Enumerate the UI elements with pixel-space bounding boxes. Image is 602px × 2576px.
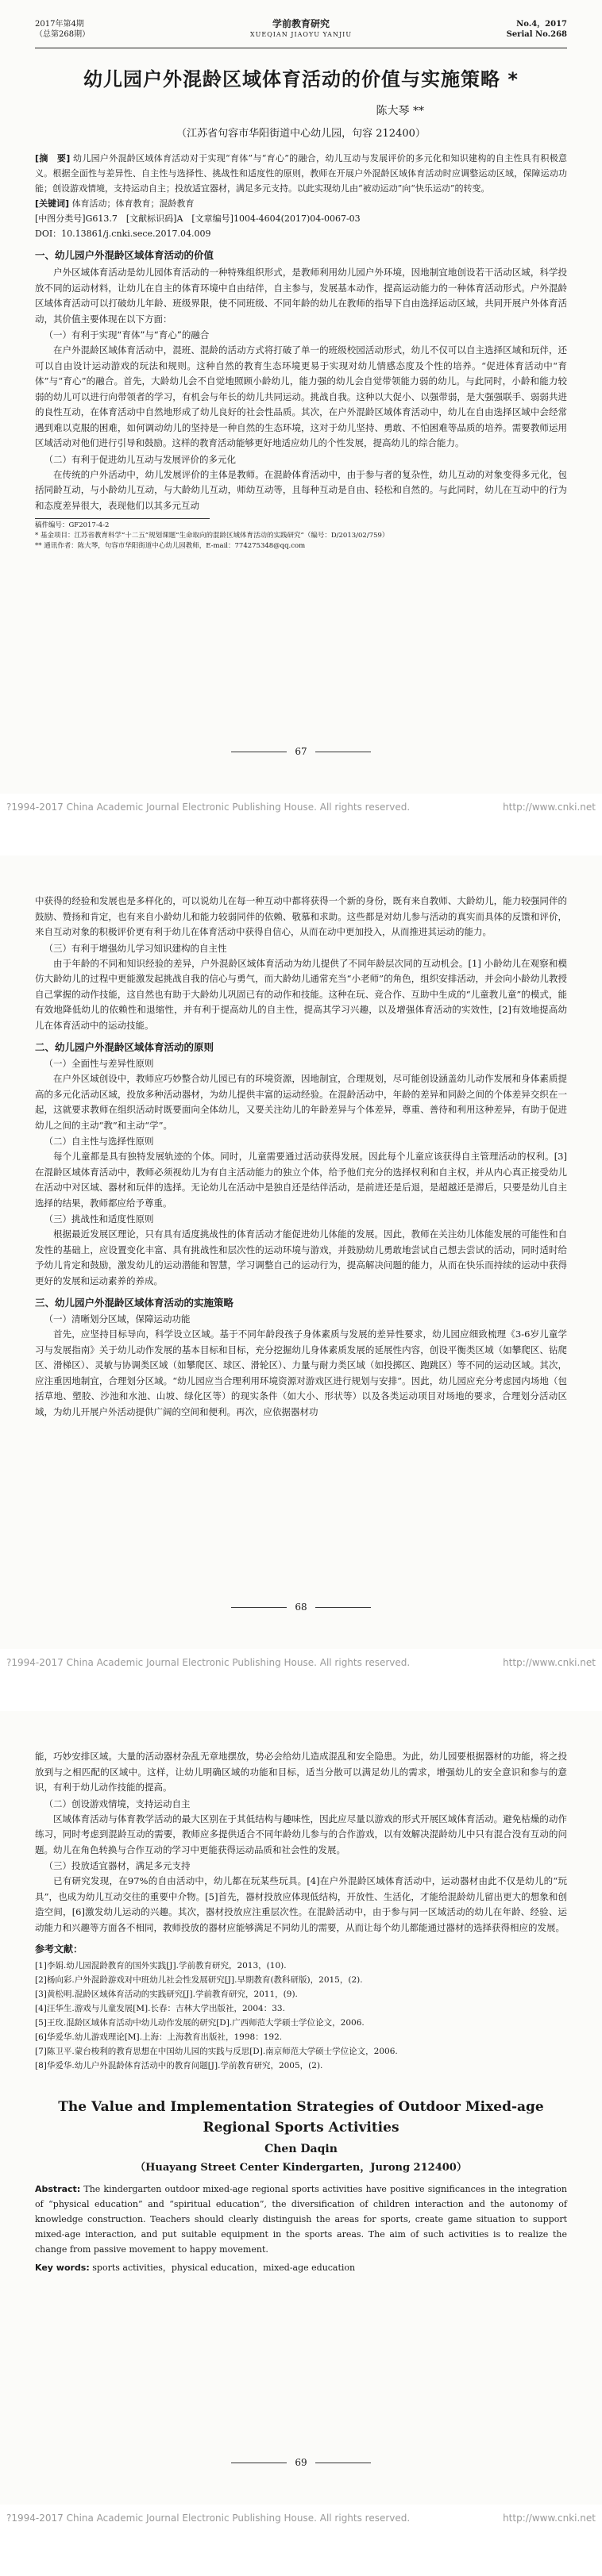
running-header [35, 19, 567, 48]
section-heading: 三、幼儿园户外混龄区域体育活动的实施策略 [35, 1297, 234, 1309]
english-author: Chen Daqin [264, 2143, 338, 2155]
page-number [35, 746, 567, 757]
paragraph: 根据最近发展区理论，只有具有适度挑战性的体育活动才能促进幼儿体能的发展。因此，教师在关注幼儿体能发展的可能性和自发性的基础上，应设置变化丰富、具有挑战性和层次性的运动环境与游戏，并鼓励幼儿勇敢地尝试自己想去尝试的活动，同时适时给予幼儿肯定和鼓励，激发幼儿的运动潜能和智慧，学习调整自己的运动行为，提高解决问题的能力，从而在快乐而持续的运动中获得更好的发展和运动素养的养成。 [35, 1228, 567, 1286]
paragraph: 在户外区域创设中，教师应巧妙整合幼儿园已有的环境资源，因地制宜，合理规划，尽可能创设涵盖幼儿动作发展和身体素质提高的多元化活动区域，投放多种活动器材，为幼儿提供丰富的运动经验。在混龄活动中，年龄的差异和同龄之间的个体差异交织在一起，这就要求教师在组织活动时既要面向全体幼儿，又要关注幼儿的年龄差异与个体差异，尊重、善待和利用这种差异，有助于促进幼儿之间的主动“教”和主动“学”。 [35, 1073, 567, 1131]
paragraph: 已有研究发现，在97%的自由活动中，幼儿都在玩某些玩具。[4]在户外混龄区域体育活动中，运动器材由此不仅是幼儿的“玩具”，也成为幼儿互动交往的重要中介物。[5]首先，器材投放应体现低结构，开放性、生活化，才能给混龄幼儿留出更大的想象和创造空间，[6]激发幼儿运动的兴趣。其次，器材投放应注重层次性。在混龄活动中，由于参与同一区域活动的幼儿在年龄、经验、运动能力和兴趣等方面各不相同，教师投放的器材应能够满足不同幼儿的需要，从而让每个幼儿都能通过器材的选择获得相应的发展。 [35, 1875, 567, 1933]
copyright-text: ?1994-2017 China Academic Journal Electronic Publishing House. All rights reserved. [6, 2513, 411, 2524]
reference-item: [7]陈卫平.蒙台梭利的教育思想在中国幼儿园的实践与反思[D].南京师范大学硕士学位论文，2006. [35, 2047, 398, 2056]
subsection-heading: （三）有利于增强幼儿学习知识建构的自主性 [44, 942, 227, 954]
keywords-label: [关键词] [35, 198, 70, 209]
author: 陈大琴 ** [376, 105, 424, 117]
cnki-link[interactable]: http://www.cnki.net [503, 2513, 596, 2524]
issue-right [507, 19, 567, 40]
page-number [35, 2457, 567, 2468]
english-keywords-label: Key words: [35, 2263, 90, 2273]
copyright-line [6, 2513, 596, 2524]
english-title: The Value and Implementation Strategies of Outdoor Mixed-age Regional Sports Activities [58, 2099, 544, 2136]
affiliation: （江苏省句容市华阳街道中心幼儿园，句容 212400） [176, 128, 426, 140]
abstract-label: [摘 要] [35, 153, 71, 163]
page-69 [0, 1711, 602, 2505]
cnki-link[interactable]: http://www.cnki.net [503, 802, 596, 813]
page-gap [0, 1649, 602, 1711]
issue-right-line1: No.4，2017 [516, 20, 567, 29]
article-title: 幼儿园户外混龄区域体育活动的价值与实施策略 * [83, 68, 519, 90]
page-67 [0, 0, 602, 794]
paragraph: 在传统的户外活动中，幼儿发展评价的主体是教师。在混龄体育活动中，由于参与者的复杂性，幼儿互动的对象变得多元化，包括同龄互动，与小龄幼儿互动，与大龄幼儿互动，师幼互动等，且每种互动是自由、轻松和自然的。与此同时，幼儿在互动中的行为和态度差异很大，表现他们以其多元互动 [35, 468, 567, 511]
reference-item: [4]汪华生.游戏与儿童发展[M].长春：吉林大学出版社，2004：33. [35, 2004, 285, 2013]
subsection-heading: （一）清晰划分区域，保障运动功能 [44, 1313, 191, 1325]
english-affiliation: （Huayang Street Center Kindergarten，Jurong 212400） [135, 2162, 467, 2174]
reference-item: [3]黄松明.混龄区域体育活动的实践研究[J].学前教育研究，2011，(9). [35, 1990, 298, 1999]
page-gap [0, 794, 602, 855]
page-gap [0, 2505, 602, 2576]
paragraph: 中获得的经验和发展也是多样化的，可以说幼儿在每一种互动中都将获得一个新的身份，既有来自教师、大龄幼儿，能力较强同伴的鼓励、赞扬和肯定，也有来自小龄幼儿和能力较弱同伴的依赖、敬慕和求助。这些都是对幼儿参与活动的真实而具体的反馈和评价，来自互动对象的积极评价更有利于幼儿在体育活动中获得自信心，从而在动中更加投入，从而推进其运动的能力。 [35, 895, 567, 937]
paragraph: 能，巧妙安排区域。大量的活动器材杂乱无章地摆放，势必会给幼儿造成混乱和安全隐患。为此，幼儿园要根据器材的功能，将之投放到与之相匹配的区域中。这样，让幼儿明确区域的功能和目标，适当分散可以满足幼儿的需求，增强幼儿的安全意识和参与的意识，有利于幼儿动作技能的提高。 [35, 1751, 567, 1793]
references-heading: 参考文献： [35, 1944, 83, 1955]
section-heading: 一、幼儿园户外混龄区域体育活动的价值 [35, 249, 214, 261]
footnote: 稿件编号：GF2017-4-2 [35, 521, 110, 529]
paragraph: 户外区域体育活动是幼儿园体育活动的一种特殊组织形式，是教师利用幼儿园户外环境，因地制宜地创设若干活动区域，科学投放不同的运动材料，让幼儿在自主的体育环境中自由结伴，自主参与，发展基本动作，提高运动能力的一种体育活动形式。户外混龄区域体育活动可以打破幼儿年龄、班级界限，使不同班级、不同年龄的幼儿在教师的指导下自由选择运动区域，共同开展户外体育活动，其价值主要体现在以下方面： [35, 267, 567, 325]
subsection-heading: （二）有利于促进幼儿互动与发展评价的多元化 [44, 453, 236, 465]
copyright-text: ?1994-2017 China Academic Journal Electronic Publishing House. All rights reserved. [6, 802, 411, 813]
english-keywords-text: sports activities，physical education，mixed-age education [92, 2263, 356, 2273]
subsection-heading: （一）有利于实现“育体”与“育心”的融合 [44, 329, 210, 340]
subsection-heading: （二）创设游戏情境，支持运动自主 [44, 1797, 191, 1809]
page-number-text: 68 [295, 1601, 307, 1613]
footnote: * 基金项目：江苏省教育科学“十二五”规划课题“生命取向的混龄区域体育活动的实践研究”（编号：D/2013/02/759） [35, 532, 389, 540]
english-abstract [35, 2182, 567, 2257]
abstract [35, 151, 567, 196]
journal-name [35, 19, 567, 40]
issue-right-line2: Serial No.268 [506, 30, 567, 39]
reference-item: [5]王玫.混龄区域体育活动中幼儿动作发展的研究[D].广西师范大学硕士学位论文，2006. [35, 2018, 365, 2028]
footnote: ** 通讯作者：陈大琴，句容市华阳街道中心幼儿园教师，E-mail：774275348@qq.com [35, 542, 306, 550]
journal-en: XUEQIAN JIAOYU YANJIU [249, 31, 353, 38]
paragraph: 由于年龄的不同和知识经验的差异，户外混龄区域体育活动为幼儿提供了不同年龄层次同的互动机会。[1] 小龄幼儿在观察和模仿大龄幼儿的过程中更能激发起挑战自我的信心与勇气，而大龄幼儿通常充当“小老师”的角色，组织安排活动，并会向小龄幼儿教授自己掌握的动作技能，这自然也有助于大龄幼儿巩固已有的动作和技能。这种在玩、竞合作、互助中生成的“儿童教儿童”的模式，能有效地降低幼儿的依赖性和退缩性，并有利于提高幼儿的自主性，提高其学习兴趣，以及增强体育活动的实效性，[2]有效地提高幼儿在体育活动中的运动技能。 [35, 957, 567, 1031]
subsection-heading: （一）全面性与差异性原则 [44, 1058, 154, 1069]
page-number-text: 69 [295, 2457, 307, 2468]
journal-cn: 学前教育研究 [272, 18, 330, 29]
issue-left-line2: （总第268期） [35, 30, 91, 39]
references-list [35, 1959, 567, 2073]
paragraph: 在户外混龄区域体育活动中，混班、混龄的活动方式将打破了单一的班级校园活动形式，幼儿不仅可以自主选择区域和玩伴，还可以自由设计运动游戏的玩法和规则。这种自然的教育生态环境更易于实现对幼儿情感态度及个性的培养。“促进体育活动中“育体”与“育心”的融合。首先，大龄幼儿会不自觉地照顾小龄幼儿，能力强的幼儿会自觉带领能力弱的幼儿。与此同时，小龄和能力较弱的幼儿可以进行向带领者的学习，有机会与年长的幼儿共同运动。挑战自我。这种以大促小、以强带弱，是大强强联手、弱弱共进的良性互动，在体育活动中自然地形成了幼儿良好的社会性品质。其次，在户外混龄区域体育活动中，幼儿在自由选择区域中会经常遇到难以克服的困难，如何调动幼儿的坚持是一种自然的生态环境，这对于幼儿坚持、勇敢、不怕困难等品质的培养。需要教师运用区域活动对他们进行引导和鼓励。这样的教育活动能够更好地适应幼儿的个性发展，提高幼儿的综合能力。 [35, 344, 567, 448]
page-number-text: 67 [295, 746, 307, 757]
reference-item: [8]华爱华.幼儿户外混龄体育活动中的教育问题[J].学前教育研究，2005，(2). [35, 2061, 323, 2070]
doi: DOI：10.13861/j.cnki.sece.2017.04.009 [35, 229, 211, 239]
reference-item: [1]李娟.幼儿园混龄教育的国外实践[J].学前教育研究，2013，(10). [35, 1961, 287, 1970]
cnki-link[interactable]: http://www.cnki.net [503, 1657, 596, 1668]
reference-item: [6]华爱华.幼儿游戏理论[M].上海：上海教育出版社，1998：192. [35, 2032, 283, 2042]
english-abstract-label: Abstract: [35, 2184, 81, 2194]
subsection-heading: （三）投放适宜器材，满足多元支持 [44, 1860, 191, 1871]
paragraph: 每个儿童都是具有独特发展轨迹的个体。同时，儿童需要通过活动获得发展。因此每个儿童应该获得自主管理活动的权利。[3] 在混龄区域体育活动中，教师必须视幼儿为有自主活动能力的独立个体，给予他们充分的选择权利和自主权，并从内心真正接受幼儿在活动中对区域、器材和玩伴的选择。无论幼儿在活动中是独自还是结伴活动，是前进还是后退，是超越还是滞后，只要是幼儿自主选择的结果，教师都应给予尊重。 [35, 1151, 567, 1209]
copyright-text: ?1994-2017 China Academic Journal Electronic Publishing House. All rights reserved. [6, 1657, 411, 1668]
subsection-heading: （二）自主性与选择性原则 [44, 1136, 154, 1147]
english-abstract-text: The kindergarten outdoor mixed-age regional sports activities have positive significances in the integration of “physical education” and “spiritual education”, the diversification of children interaction and the autonomy of knowledge construction. Teachers should clearly distinguish the areas for sports, create game situation to support mixed-age interaction, and put suitable equipment in the sports areas. The aim of such activities is to realize the change from passive movement to happy movement. [35, 2184, 568, 2255]
copyright-line [6, 802, 596, 813]
subsection-heading: （三）挑战性和适度性原则 [44, 1213, 154, 1225]
keywords-text: 体育活动；体育教育；混龄教育 [71, 198, 195, 209]
paragraph: 区域体育活动与体育教学活动的最大区别在于其低结构与趣味性，因此应尽量以游戏的形式开展区域体育活动。避免枯燥的动作练习，同时考虑到混龄互动的需要，教师应多提供适合不同年龄幼儿参与的合作游戏，以有效解决混龄幼儿中只有混合没有互动的问题。幼儿在角色转换与合作互动的学习中更能获得运动品质和社会性的发展。 [35, 1813, 567, 1855]
keywords [35, 196, 567, 211]
reference-item: [2]杨向彩.户外混龄游戏对中班幼儿社会性发展研究[J].早期教育(教科研版)，2015，(2). [35, 1975, 363, 1985]
paragraph: 首先，应坚持目标导向，科学设立区域。基于不同年龄段孩子身体素质与发展的差异性要求，幼儿园应细致梳理《3-6岁儿童学习与发展指南》关于幼儿动作发展的基本目标和目标，充分挖掘幼儿身体素质发展的延展性内容，创设平衡类区域（如攀爬区、钻爬区、滑梯区）、灵敏与协调类区域（如攀爬区、球区、滑轮区）、力量与耐力类区域（如投掷区、跑跳区）等不同的运动区域。其次，应注重因地制宜，合理划分区域。“幼儿园应当合理利用环境资源对游戏区进行规划与安排”。因此，幼儿园应充分考虑园内场地（包括草地、塑胶、沙池和水池、山坡、绿化区等）的现实条件（如大小、形状等）以及各类运动项目对场地的要求，合理划分活动区域，为幼儿开展户外活动提供广阔的空间和便利。再次，应依据器材功 [35, 1328, 567, 1417]
issue-left-line1: 2017年第4期 [35, 20, 84, 29]
section-heading: 二、幼儿园户外混龄区域体育活动的原则 [35, 1041, 214, 1053]
abstract-text: 幼儿园户外混龄区域体育活动对于实现“育体”与“育心”的融合，幼儿互动与发展评价的多元化和知识建构的自主性具有积极意义。根据全面性与差异性、自主性与选择性、挑战性和适度性的原则，教师在开展户外混龄区域体育活动时应调整运动区域，保障运动功能；创设游戏情境，支持运动自主；投放适宜器材，满足多元支持。以此实现幼儿由“被动运动”向“快乐运动”的转变。 [35, 153, 567, 194]
page-68 [0, 855, 602, 1649]
copyright-line [6, 1657, 596, 1668]
classification: [中图分类号]G613.7 [文献标识码]A [文章编号]1004-4604(2017)04-0067-03 [35, 213, 361, 224]
page-number [35, 1601, 567, 1613]
footnote-rule [35, 518, 210, 519]
english-keywords [35, 2260, 567, 2275]
